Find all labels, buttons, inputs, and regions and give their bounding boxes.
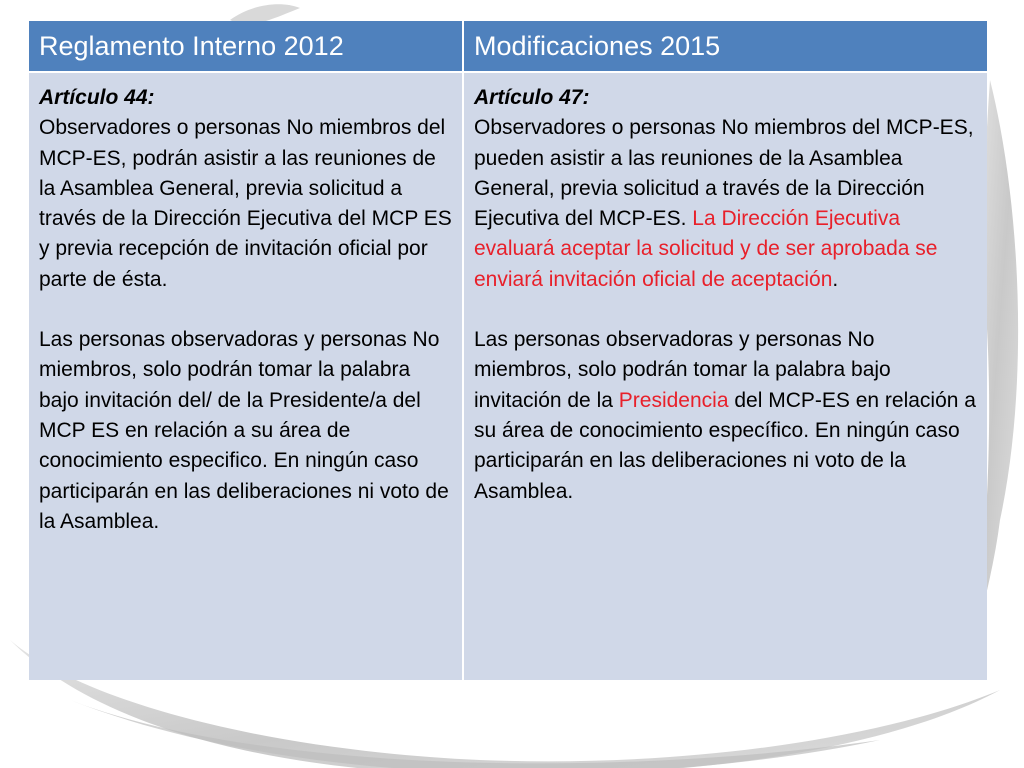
- right-paragraph-1-block: [474, 83, 977, 295]
- right-paragraph-1-highlight: La Dirección Ejecutiva evaluará aceptar la solicitud y de ser aprobada se enviará invitación oficial de aceptación: [474, 207, 938, 291]
- left-paragraph-1: Observadores o personas No miembros del MCP-ES, podrán asistir a las reuniones de la Asamblea General, previa solicitud a través de la Dirección Ejecutiva del MCP ES y previa recepción de invitación oficial por parte de ésta.: [39, 116, 452, 291]
- table-row: [29, 72, 987, 680]
- comparison-table: [29, 21, 987, 680]
- left-article-title: Artículo 44:: [39, 86, 155, 109]
- table-header-row: [29, 21, 987, 72]
- cell-reglamento-2012: [29, 72, 463, 680]
- right-paragraph-1-text: Observadores o personas No miembros del MCP-ES, pueden asistir a las reuniones de la Asamblea General, previa solicitud a través de la Dirección Ejecutiva del MCP-ES.: [474, 116, 974, 231]
- left-paragraph-2: Las personas observadoras y personas No miembros, solo podrán tomar la palabra bajo invitación del/ de la Presidente/a del MCP ES en relación a su área de conocimiento especifico. En ningún caso participarán en las deliberaciones ni voto de la Asamblea.: [39, 328, 449, 533]
- right-paragraph-1-period: .: [832, 267, 839, 291]
- header-reglamento-2012: Reglamento Interno 2012: [29, 21, 463, 72]
- right-paragraph-2-block: [474, 325, 977, 507]
- cell-modificaciones-2015: [463, 72, 987, 680]
- right-article-title: Artículo 47:: [474, 86, 590, 109]
- right-paragraph-2-text-b: del MCP-ES en relación a su área de conocimiento específico. En ningún caso participarán en las deliberaciones ni voto de la Asamblea.: [474, 388, 976, 503]
- right-paragraph-2-highlight: Presidencia: [618, 388, 729, 412]
- right-paragraph-2-text-a: Las personas observadoras y personas No miembros, solo podrán tomar la palabra bajo invitación de la: [474, 328, 891, 412]
- header-modificaciones-2015: Modificaciones 2015: [463, 21, 987, 72]
- left-paragraph-1-block: [39, 83, 452, 295]
